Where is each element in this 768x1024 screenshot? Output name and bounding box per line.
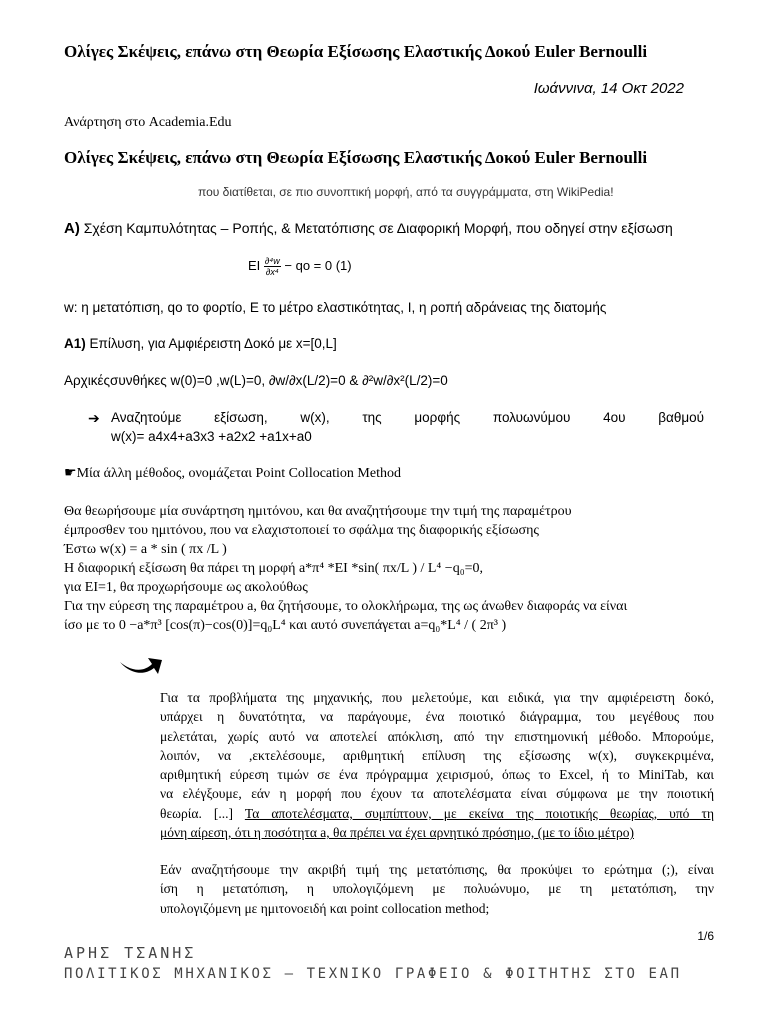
section-a1 — [64, 336, 337, 351]
bullet-text: Αναζητούμε εξίσωση, w(x), της μορφής πολυωνύμου 4ου βαθμού — [111, 410, 704, 425]
footer-author: ΑΡΗΣ ΤΣΑΝΗΣ — [64, 944, 197, 962]
eq1-prefix: EI — [248, 257, 261, 273]
document-title: Ολίγες Σκέψεις, επάνω στη Θεωρία Εξίσωσης Ελαστικής Δοκού Euler Bernoulli — [64, 42, 648, 61]
para2-line-6: να ελέγξουμε, εάν η μορφή που έχουν τα αποτελέσματα είναι σύμφωνα με την ποιοτική — [160, 786, 714, 802]
eq1-suffix: − qo = 0 (1) — [284, 257, 352, 273]
section-title: Ολίγες Σκέψεις, επάνω στη Θεωρία Εξίσωσης Ελαστικής Δοκού Euler Bernoulli — [64, 148, 648, 167]
paragraph-1 — [64, 502, 714, 635]
bullet-right-arrow-icon: ➔ — [88, 410, 100, 426]
section-a-text: Σχέση Καμπυλότητας – Ροπής, & Μετατόπισης σε Διαφορική Μορφή, που οδηγεί στην εξίσωση — [83, 220, 673, 236]
footer-profession: ΠΟΛΙΤΙΚΟΣ ΜΗΧΑΝΙΚΟΣ – ΤΕΧΝΙΚΟ ΓΡΑΦΕΙΟ & ΦΟΙΤΗΤΗΣ ΣΤΟ ΕΑΠ — [64, 966, 682, 982]
para2-underlined-1: Τα αποτελέσματα, συμπίπτουν, με εκείνα της ποιοτικής θεωρίας, υπό τη — [244, 805, 714, 821]
page-number: 1/6 — [697, 929, 714, 943]
bullet-line-2: w(x)= a4x4+a3x3 +a2x2 +a1x+a0 — [111, 429, 312, 444]
method-line — [64, 465, 401, 482]
para2-line-1: Για τα προβλήματα της μηχανικής, που μελετούμε, και ειδικά, για την αμφιέρειστη δοκό, — [160, 690, 714, 705]
section-a-label: A) — [64, 220, 80, 237]
para1-line-6: Για την εύρεση της παραμέτρου a, θα ζητήσουμε, το ολοκλήρωμα, της ως άνωθεν διαφοράς να είναι — [64, 599, 628, 614]
para1-line-2: έμπροσθεν του ημιτόνου, που να ελαχιστοποιεί το σφάλμα της διαφορικής εξίσωσης — [64, 523, 539, 538]
para2-line-8: μόνη αίρεση, ότι η ποσότητα a, θα πρέπει να έχει αρνητικό πρόσημο, (με το ίδιο μέτρο) — [160, 825, 634, 841]
date-line: Ιωάννινα, 14 Οκτ 2022 — [533, 80, 684, 97]
variables-line: w: η μετατόπιση, qo το φορτίο, E το μέτρο ελαστικότητας, I, η ροπή αδράνειας της διατομής — [64, 300, 607, 315]
para3-line-2: ίση η μετατόπιση, η υπολογιζόμενη με πολυώνυμο, με τη μετατόπιση, την — [160, 881, 714, 897]
para3-line-1: Εάν αναζητήσουμε την ακριβή τιμή της μετατόπισης, θα προκύψει το ερώτημα (;), είναι — [160, 862, 714, 877]
para2-line-2: υπάρχει η δυνατότητα, να παράγουμε, ένα ποιοτικό διάγραμμα, του μεγέθους που — [160, 709, 714, 725]
posted-on: Ανάρτηση στο Academia.Edu — [64, 115, 232, 130]
para1-line-1: Θα θεωρήσουμε μία συνάρτηση ημιτόνου, και θα αναζητήσουμε την τιμή της παραμέτρου — [64, 504, 572, 519]
para1-line-7: ίσο με το 0 −a*π³ [cos(π)−cos(0)]=q₀L⁴ και αυτό συνεπάγεται a=q₀*L⁴ / ( 2π³ ) — [64, 618, 507, 633]
paragraph-2 — [160, 688, 714, 842]
eq1-fraction — [264, 256, 281, 277]
para2-plain: θεωρία. [...] — [160, 805, 245, 821]
equation-1 — [248, 256, 352, 277]
paragraph-3 — [160, 860, 714, 918]
section-a — [64, 220, 673, 237]
method-text: Μία άλλη μέθοδος, ονομάζεται Point Collocation Method — [76, 466, 401, 481]
section-a1-text: Επίλυση, για Αμφιέρειστη Δοκό με x=[0,L] — [89, 336, 337, 351]
eq1-numerator: ∂⁴w — [264, 256, 280, 266]
para1-line-3: Έστω w(x) = a * sin ( πx /L ) — [64, 542, 227, 557]
para1-line-5: για EI=1, θα προχωρήσουμε ως ακολούθως — [64, 580, 308, 595]
para1-line-4: Η διαφορική εξίσωση θα πάρει τη μορφή a*π⁴ *EI *sin( πx/L ) / L⁴ −q₀=0, — [64, 561, 483, 576]
initial-conditions: Αρχικέςσυνθήκες w(0)=0 ,w(L)=0, ∂w/∂x(L/2)=0 & ∂²w/∂x²(L/2)=0 — [64, 373, 448, 388]
pointing-hand-icon: ☛ — [64, 466, 77, 481]
para2-line-4: λοιπόν, να ,εκτελέσουμε, αριθμητική επίλυση της εξίσωσης w(x), συγκεκριμένα, — [160, 747, 714, 763]
section-a1-label: A1) — [64, 336, 86, 351]
subtitle-note: που διατίθεται, σε πιο συνοπτική μορφή, από τα συγγράμματα, στη WikiPedia! — [198, 185, 614, 199]
bullet-item — [111, 408, 704, 446]
para2-line-7 — [160, 804, 714, 823]
para2-line-5: αριθμητική εύρεση τιμών σε ένα πρόγραμμα χειρισμού, όπως το Excel, ή το MiniTab, και — [160, 767, 714, 783]
para3-line-3: υπολογιζόμενη με ημιτονοειδή και point collocation method; — [160, 900, 490, 916]
para2-line-3: μελετάται, χωρίς αυτό να αποτελεί απόκλιση, από την επιστημονική μέθοδο. Μπορούμε, — [160, 728, 714, 744]
eq1-denominator: ∂x⁴ — [265, 267, 279, 277]
curved-arrow-icon — [118, 652, 164, 678]
bullet-line-1 — [111, 408, 704, 427]
